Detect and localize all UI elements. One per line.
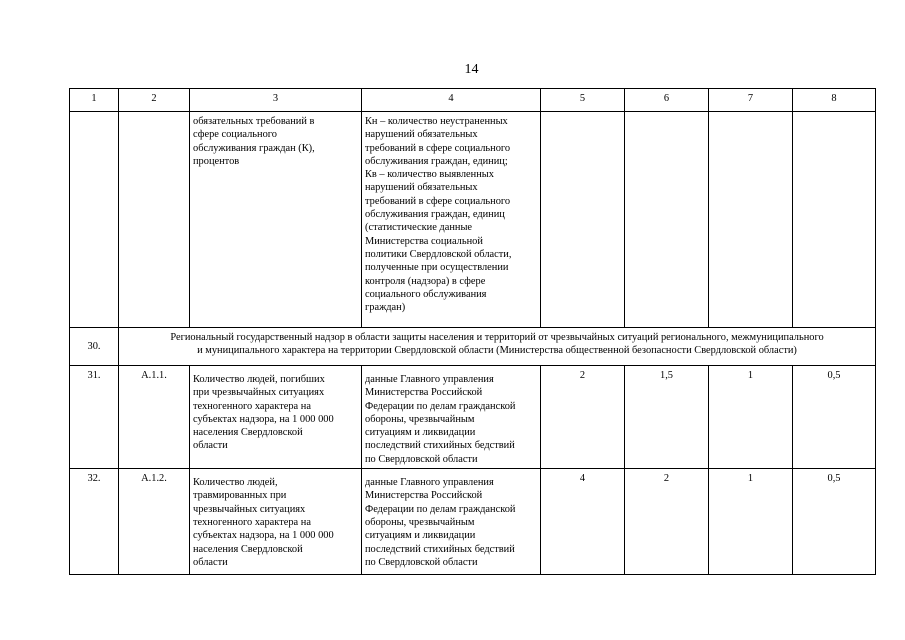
text-line: обороны, чрезвычайным (365, 413, 475, 425)
text-line: по Свердловской области (365, 556, 478, 568)
text-line: травмированных при (193, 490, 287, 502)
indicator-cell (190, 112, 362, 328)
cell-empty (70, 112, 119, 328)
text-line: области (193, 556, 228, 568)
text-line: области (193, 440, 228, 452)
cell-empty (709, 112, 793, 328)
value-cell: 4 (541, 469, 625, 575)
page-number: 14 (464, 62, 479, 77)
section-row (70, 328, 876, 366)
formula-cell (362, 112, 541, 328)
value-cell: 0,5 (793, 366, 876, 469)
text-line: последствий стихийных бедствий (365, 543, 515, 555)
header-cell: 6 (625, 89, 709, 112)
text-line: ситуациям и ликвидации (365, 427, 476, 439)
text-line: сфере социального (193, 129, 277, 141)
indicator-code: А.1.2. (119, 469, 190, 575)
text-line: населения Свердловской (193, 427, 303, 439)
text-line: ситуациям и ликвидации (365, 530, 476, 542)
header-cell: 1 (70, 89, 119, 112)
cell-empty (625, 112, 709, 328)
text-line: Количество людей, (193, 477, 278, 489)
header-cell: 4 (362, 89, 541, 112)
indicator-cell (190, 366, 362, 469)
text-line: требований в сфере социального (365, 195, 511, 207)
value-cell: 2 (541, 366, 625, 469)
row-number: 32. (70, 469, 119, 575)
cell-empty (119, 112, 190, 328)
text-line: при чрезвычайных ситуациях (193, 387, 325, 399)
text-line: обслуживания граждан (К), (193, 142, 315, 154)
text-line: Федерации по делам гражданской (365, 503, 516, 515)
text-line: политики Свердловской области, (365, 248, 512, 260)
text-line: обороны, чрезвычайным (365, 516, 475, 528)
text-line: последствий стихийных бедствий (365, 440, 515, 452)
text-line: данные Главного управления (365, 477, 494, 489)
text-line: Региональный государственный надзор в области защиты населения и территорий от чрезвычайных ситуаций регионального, межмуниципального (170, 332, 824, 343)
header-cell: 3 (190, 89, 362, 112)
text-line: контроля (надзора) в сфере (365, 275, 486, 287)
text-line: Министерства Российской (365, 387, 483, 399)
header-cell: 8 (793, 89, 876, 112)
value-cell: 1 (709, 469, 793, 575)
table-row (70, 366, 876, 469)
text-line: Количество людей, погибших (193, 374, 325, 385)
text-line: обязательных требований в (193, 116, 315, 127)
text-line: Кв – количество выявленных (365, 169, 494, 181)
source-cell (362, 366, 541, 469)
text-line: нарушений обязательных (365, 182, 478, 194)
row-number: 31. (70, 366, 119, 469)
text-line: Министерства Российской (365, 490, 483, 502)
text-line: обслуживания граждан, единиц (365, 209, 505, 221)
value-cell: 1,5 (625, 366, 709, 469)
text-line: чрезвычайных ситуациях (193, 503, 306, 515)
cell-empty (541, 112, 625, 328)
text-line: Кн – количество неустраненных (365, 116, 508, 127)
indicator-code: А.1.1. (119, 366, 190, 469)
text-line: и муниципального характера на территории Свердловской области (Министерства общественной безопасности Свердловской области) (197, 345, 797, 357)
section-title (119, 328, 876, 366)
text-line: нарушений обязательных (365, 129, 478, 141)
text-line: населения Свердловской (193, 543, 303, 555)
indicator-cell (190, 469, 362, 575)
value-cell: 0,5 (793, 469, 876, 575)
text-line: (статистические данные (365, 222, 473, 234)
text-line: обслуживания граждан, единиц; (365, 155, 508, 167)
text-line: субъектах надзора, на 1 000 000 (193, 530, 334, 542)
header-cell: 5 (541, 89, 625, 112)
source-cell (362, 469, 541, 575)
text-line: социального обслуживания (365, 288, 487, 300)
text-line: техногенного характера на (193, 516, 311, 528)
text-line: требований в сфере социального (365, 142, 511, 154)
text-line: процентов (193, 155, 240, 167)
value-cell: 2 (625, 469, 709, 575)
text-line: Федерации по делам гражданской (365, 400, 516, 412)
table-row (70, 469, 876, 575)
text-line: по Свердловской области (365, 453, 478, 465)
text-line: данные Главного управления (365, 374, 494, 385)
value-cell: 1 (709, 366, 793, 469)
text-line: Министерства социальной (365, 235, 483, 247)
text-line: техногенного характера на (193, 400, 311, 412)
text-line: граждан) (365, 302, 406, 314)
header-cell: 7 (709, 89, 793, 112)
row-number: 30. (70, 328, 119, 366)
header-row (70, 89, 876, 112)
continuation-row (70, 112, 876, 328)
text-line: субъектах надзора, на 1 000 000 (193, 413, 334, 425)
indicators-table (69, 88, 876, 575)
text-line: полученные при осуществлении (365, 262, 509, 274)
header-cell: 2 (119, 89, 190, 112)
cell-empty (793, 112, 876, 328)
